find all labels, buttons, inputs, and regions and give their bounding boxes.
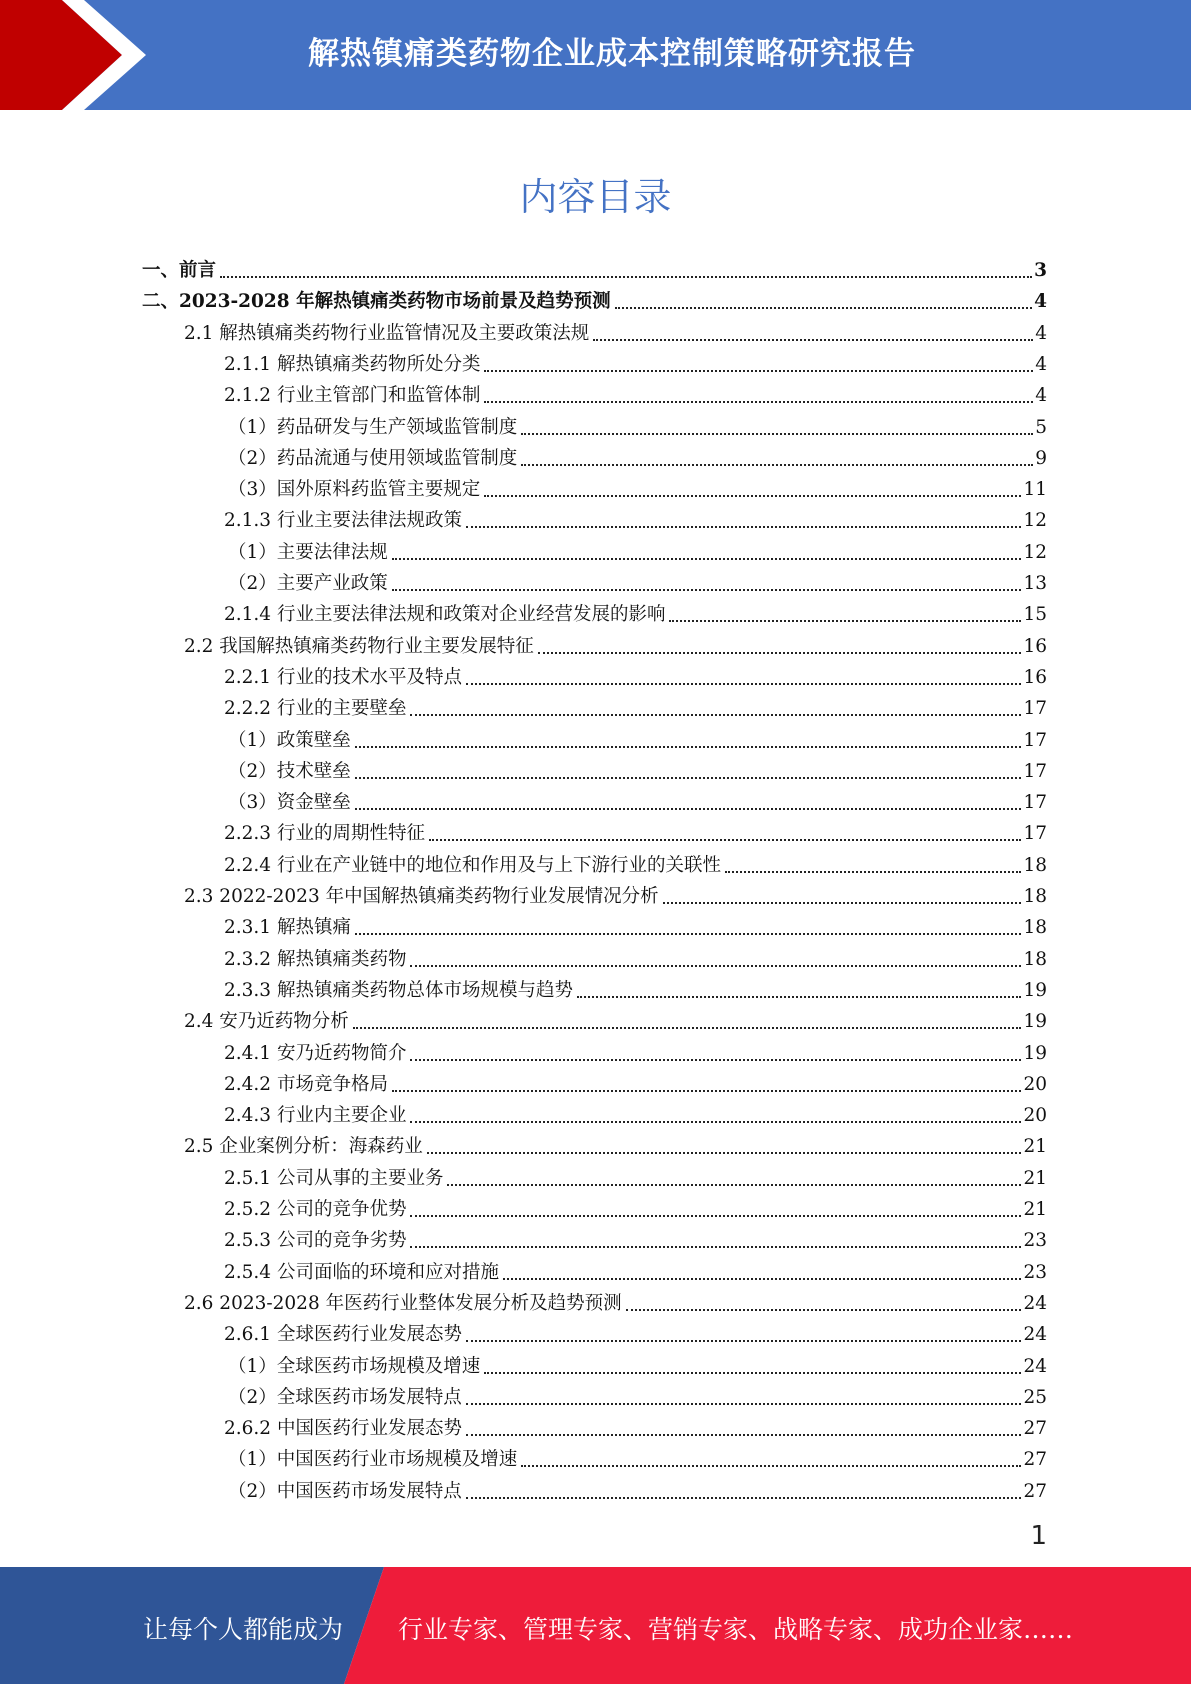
toc-entry-page: 18	[1023, 854, 1047, 876]
toc-dot-leader	[466, 514, 1021, 528]
toc-entry-title: 一、前言	[142, 260, 217, 281]
toc-entry[interactable]	[184, 317, 1047, 345]
toc-entry[interactable]	[228, 442, 1047, 470]
toc-entry[interactable]	[224, 1037, 1047, 1065]
toc-entry-page: 4	[1035, 353, 1047, 375]
toc-entry-page: 20	[1023, 1105, 1047, 1127]
toc-entry-title: （2）药品流通与使用领域监管制度	[228, 447, 518, 469]
toc-entry[interactable]	[184, 630, 1047, 658]
toc-entry-title: （2）主要产业政策	[228, 573, 388, 594]
toc-entry-title: 2.4.3 行业内主要企业	[224, 1105, 407, 1127]
toc-entry-title: （3）资金壁垒	[228, 792, 351, 814]
toc-dot-leader	[466, 1391, 1022, 1405]
toc-dot-leader	[447, 1172, 1021, 1186]
toc-dot-leader	[503, 1266, 1021, 1280]
toc-entry-title: 2.1.4 行业主要法律法规和政策对企业经营发展的影响	[224, 604, 666, 626]
toc-entry-page: 4	[1035, 385, 1047, 407]
toc-entry-title: 2.4 安乃近药物分析	[184, 1011, 349, 1033]
toc-entry-page: 17	[1023, 729, 1047, 751]
toc-entry[interactable]	[184, 1287, 1047, 1315]
toc-entry[interactable]	[224, 1099, 1047, 1127]
toc-entry[interactable]	[224, 1412, 1047, 1440]
toc-entry[interactable]	[224, 911, 1047, 939]
toc-entry-title: 2.4.2 市场竞争格局	[224, 1073, 388, 1095]
header-chevron-decoration	[0, 0, 160, 110]
toc-entry[interactable]	[228, 1443, 1047, 1471]
toc-dot-leader	[521, 1453, 1021, 1467]
toc-dot-leader	[429, 827, 1021, 841]
toc-dot-leader	[220, 264, 1032, 278]
toc-entry-page: 21	[1023, 1167, 1047, 1189]
toc-dot-leader	[626, 1297, 1022, 1311]
toc-entry-page: 4	[1034, 291, 1047, 313]
toc-entry[interactable]	[228, 567, 1047, 595]
toc-dot-leader	[615, 295, 1033, 309]
toc-entry[interactable]	[228, 1381, 1047, 1409]
toc-dot-leader	[669, 608, 1021, 622]
toc-entry[interactable]	[224, 1256, 1047, 1284]
toc-entry-page: 21	[1023, 1136, 1047, 1158]
toc-entry-title: （1）全球医药市场规模及增速	[228, 1355, 481, 1377]
toc-dot-leader	[355, 765, 1022, 779]
toc-entry-title: 2.3 2022-2023 年中国解热镇痛类药物行业发展情况分析	[184, 886, 659, 907]
toc-dot-leader	[466, 1422, 1021, 1436]
toc-entry-page: 13	[1023, 573, 1047, 594]
toc-entry-title: 2.2.1 行业的技术水平及特点	[224, 666, 462, 688]
toc-dot-leader	[521, 452, 1033, 466]
toc-entry-page: 4	[1035, 322, 1047, 344]
toc-dot-leader	[353, 1015, 1022, 1029]
toc-entry-page: 17	[1023, 823, 1047, 845]
toc-entry[interactable]	[224, 849, 1047, 877]
toc-entry-title: 2.1.1 解热镇痛类药物所处分类	[224, 353, 481, 375]
toc-entry-title: （2）技术壁垒	[228, 760, 351, 782]
toc-dot-leader	[593, 327, 1033, 341]
toc-entry[interactable]	[224, 1318, 1047, 1346]
toc-entry-page: 15	[1023, 604, 1047, 626]
toc-entry[interactable]	[224, 504, 1047, 532]
toc-entry-page: 24	[1023, 1355, 1047, 1377]
toc-entry-title: 2.5.4 公司面临的环境和应对措施	[224, 1261, 499, 1283]
toc-dot-leader	[466, 1485, 1022, 1499]
toc-entry-title: 二、2023-2028 年解热镇痛类药物市场前景及趋势预测	[142, 291, 611, 313]
toc-entry-title: 2.2.2 行业的主要壁垒	[224, 698, 407, 720]
toc-entry-page: 18	[1023, 948, 1047, 970]
toc-entry-title: 2.2.3 行业的周期性特征	[224, 823, 425, 845]
toc-entry-title: 2.4.1 安乃近药物简介	[224, 1042, 407, 1064]
toc-entry-title: （3）国外原料药监管主要规定	[228, 479, 481, 501]
toc-entry[interactable]	[228, 473, 1047, 501]
toc-entry-title: （1）中国医药行业市场规模及增速	[228, 1449, 518, 1471]
toc-dot-leader	[484, 1360, 1021, 1374]
toc-entry-page: 27	[1023, 1418, 1047, 1440]
toc-dot-leader	[410, 1109, 1021, 1123]
toc-entry-title: 2.5 企业案例分析：海森药业	[184, 1136, 423, 1158]
toc-entry[interactable]	[142, 254, 1047, 282]
toc-entry[interactable]	[228, 786, 1047, 814]
toc-entry-title: （1）主要法律法规	[228, 541, 388, 563]
header-band	[0, 0, 1191, 110]
toc-entry[interactable]	[224, 1193, 1047, 1221]
toc-entry-page: 18	[1023, 886, 1047, 907]
toc-entry-title: 2.6 2023-2028 年医药行业整体发展分析及趋势预测	[184, 1292, 622, 1314]
toc-entry-page: 19	[1023, 1011, 1047, 1033]
toc-dot-leader	[427, 1140, 1022, 1154]
toc-entry[interactable]	[224, 661, 1047, 689]
page-number: 1	[1030, 1521, 1047, 1551]
toc-entry-page: 27	[1023, 1480, 1047, 1502]
toc-entry[interactable]	[224, 1162, 1047, 1190]
toc-entry-page: 12	[1023, 510, 1047, 532]
toc-entry-title: （2）全球医药市场发展特点	[228, 1386, 462, 1408]
toc-dot-leader	[410, 1203, 1021, 1217]
toc-entry-title: 2.3.1 解热镇痛	[224, 917, 351, 939]
toc-entry-title: 2.5.2 公司的竞争优势	[224, 1199, 407, 1220]
toc-dot-leader	[410, 1047, 1021, 1061]
toc-dot-leader	[484, 358, 1033, 372]
toc-entry-page: 16	[1023, 635, 1047, 657]
toc-entry-title: （2）中国医药市场发展特点	[228, 1480, 462, 1502]
toc-entry-page: 16	[1023, 666, 1047, 688]
toc-entry-page: 18	[1023, 917, 1047, 939]
toc-entry-page: 12	[1023, 541, 1047, 563]
footer-slogan-left: 让每个人都能成为	[143, 1615, 344, 1644]
toc-entry-title: （1）药品研发与生产领域监管制度	[228, 416, 518, 438]
toc-entry-title: 2.2 我国解热镇痛类药物行业主要发展特征	[184, 635, 534, 657]
toc-dot-leader	[577, 984, 1021, 998]
toc-entry-page: 19	[1023, 1042, 1047, 1064]
toc-entry-page: 23	[1023, 1261, 1047, 1283]
toc-dot-leader	[410, 702, 1021, 716]
toc-entry-page: 3	[1034, 260, 1047, 281]
report-title: 解热镇痛类药物企业成本控制策略研究报告	[308, 36, 916, 72]
toc-entry[interactable]	[224, 598, 1047, 626]
toc-entry-page: 24	[1023, 1324, 1047, 1346]
toc-dot-leader	[466, 671, 1021, 685]
footer-slogan-right: 行业专家、管理专家、营销专家、战略专家、成功企业家……	[398, 1615, 1074, 1644]
toc-entry-title: 2.2.4 行业在产业链中的地位和作用及与上下游行业的关联性	[224, 854, 721, 876]
toc-entry-page: 27	[1023, 1449, 1047, 1471]
toc-entry-title: （1）政策壁垒	[228, 729, 351, 751]
toc-dot-leader	[484, 389, 1033, 403]
toc-entry-page: 17	[1023, 760, 1047, 782]
toc-entry-title: 2.5.1 公司从事的主要业务	[224, 1167, 444, 1189]
toc-entry[interactable]	[224, 692, 1047, 720]
toc-dot-leader	[484, 483, 1021, 497]
toc-entry[interactable]	[224, 348, 1047, 376]
toc-dot-leader	[355, 734, 1022, 748]
toc-entry[interactable]	[228, 724, 1047, 752]
toc-entry-page: 17	[1023, 792, 1047, 814]
toc-dot-leader	[725, 859, 1021, 873]
toc-dot-leader	[355, 921, 1022, 935]
toc-entry[interactable]	[228, 1350, 1047, 1378]
toc-entry[interactable]	[228, 755, 1047, 783]
toc-entry[interactable]	[228, 1475, 1047, 1503]
toc-entry[interactable]	[228, 536, 1047, 564]
toc-dot-leader	[392, 1078, 1021, 1092]
toc-entry-page: 5	[1035, 416, 1047, 438]
toc-entry-title: 2.5.3 公司的竞争劣势	[224, 1230, 407, 1252]
toc-entry[interactable]	[224, 1068, 1047, 1096]
toc-dot-leader	[466, 1328, 1021, 1342]
toc-entry-page: 19	[1023, 979, 1047, 1001]
toc-entry-title: 2.6.1 全球医药行业发展态势	[224, 1324, 462, 1346]
toc-entry-page: 25	[1023, 1386, 1047, 1408]
toc-entry-title: 2.6.2 中国医药行业发展态势	[224, 1418, 462, 1440]
toc-entry-title: 2.1.2 行业主管部门和监管体制	[224, 385, 481, 407]
toc-entry-page: 21	[1023, 1199, 1047, 1220]
toc-entry[interactable]	[142, 285, 1047, 313]
toc-entry[interactable]	[184, 1130, 1047, 1158]
toc-dot-leader	[538, 640, 1022, 654]
footer-band	[0, 1567, 1191, 1684]
toc-entry[interactable]	[224, 1224, 1047, 1252]
toc-entry[interactable]	[224, 943, 1047, 971]
toc-entry[interactable]	[184, 880, 1047, 908]
toc-dot-leader	[392, 546, 1022, 560]
toc-entry[interactable]	[224, 817, 1047, 845]
toc-entry-page: 20	[1023, 1073, 1047, 1095]
toc-entry-title: 2.3.2 解热镇痛类药物	[224, 948, 407, 970]
toc-entry[interactable]	[224, 974, 1047, 1002]
toc-entry-title: 2.1.3 行业主要法律法规政策	[224, 510, 462, 532]
toc-entry-title: 2.1 解热镇痛类药物行业监管情况及主要政策法规	[184, 322, 590, 344]
toc-entry-page: 9	[1035, 447, 1047, 469]
toc-dot-leader	[410, 1234, 1021, 1248]
toc-dot-leader	[521, 421, 1033, 435]
toc-entry-page: 11	[1023, 479, 1047, 501]
toc-entry-page: 24	[1023, 1292, 1047, 1314]
toc-entry[interactable]	[224, 379, 1047, 407]
toc-entry[interactable]	[184, 1005, 1047, 1033]
toc-dot-leader	[355, 796, 1022, 810]
toc-dot-leader	[663, 890, 1022, 904]
toc-dot-leader	[410, 953, 1021, 967]
toc-heading: 内容目录	[519, 175, 672, 219]
toc-entry-page: 23	[1023, 1230, 1047, 1252]
toc-entry-page: 17	[1023, 698, 1047, 720]
toc-dot-leader	[392, 577, 1022, 591]
toc-entry-title: 2.3.3 解热镇痛类药物总体市场规模与趋势	[224, 979, 573, 1001]
toc-entry[interactable]	[228, 411, 1047, 439]
